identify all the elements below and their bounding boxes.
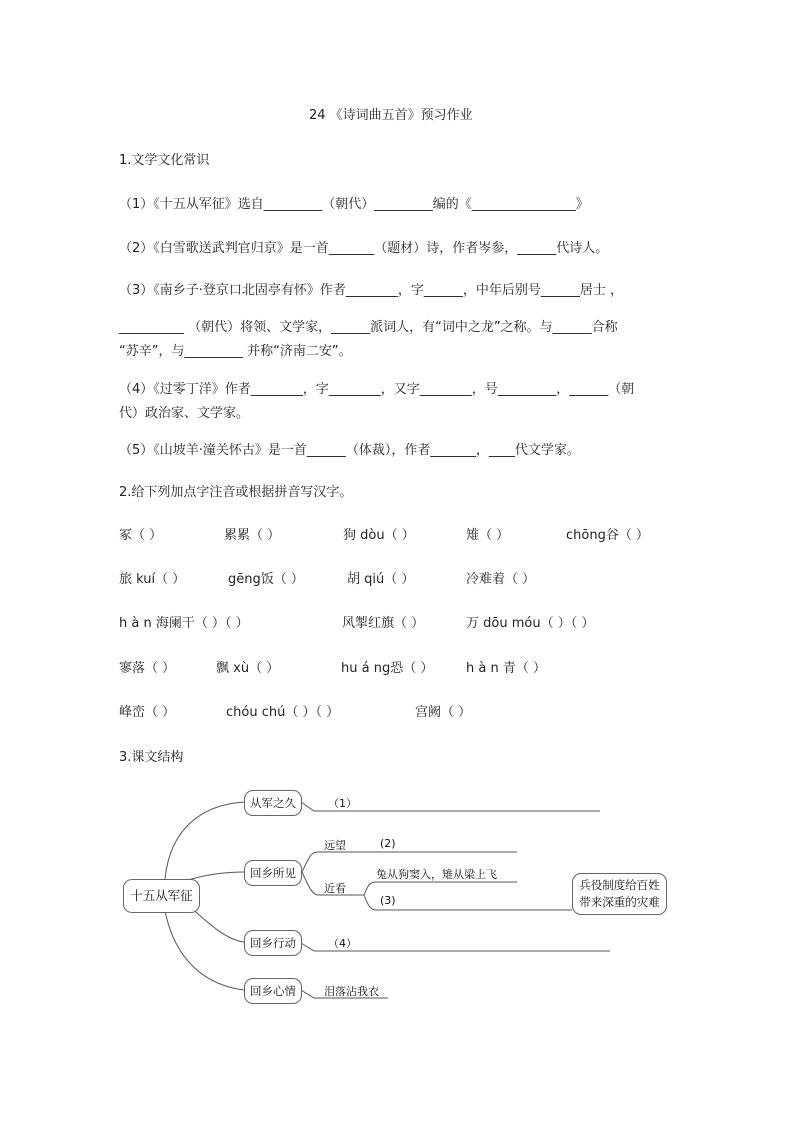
pinyin-item: 狗 dòu（ ） xyxy=(343,528,415,543)
pinyin-item: gēng饭（ ） xyxy=(228,572,304,587)
section-1-heading: 1.文学文化常识 xyxy=(119,153,210,168)
jinkan-answer: 兔从狗窦入，雉从梁上飞 xyxy=(376,868,497,881)
question-1-4-line-2: 代）政治家、文学家。 xyxy=(119,406,250,421)
mindmap-root: 十五从军征 xyxy=(123,879,200,913)
pinyin-item: 飘 xù（ ） xyxy=(216,661,280,676)
pinyin-item: 峰峦（ ） xyxy=(119,705,176,720)
pinyin-item: h à n 青（ ） xyxy=(466,661,546,676)
mindmap-branch-2: 回乡所见 xyxy=(244,860,302,886)
result-line-1: 兵役制度给百姓 xyxy=(579,878,660,892)
sub-branch-yuanwang: 远望 xyxy=(324,839,346,852)
mindmap-result-node xyxy=(572,873,667,915)
question-1-4-line-1: （4）《过零丁洋》作者________，字________，又字________，号_________，______（朝 xyxy=(119,382,635,397)
section-2-heading: 2.给下列加点字注音或根据拼音写汉字。 xyxy=(119,485,353,500)
pinyin-item: 胡 qiú（ ） xyxy=(347,572,415,587)
blank-1: （1） xyxy=(328,797,357,810)
pinyin-item: chōng谷（ ） xyxy=(566,528,649,543)
mindmap-branch-1: 从军之久 xyxy=(244,790,302,816)
result-line-2: 带来深重的灾难 xyxy=(579,895,660,909)
pinyin-item: 冢（ ） xyxy=(119,528,163,543)
pinyin-item: 万 dōu móu（ ）（ ） xyxy=(466,616,595,631)
sub-branch-jinkan: 近看 xyxy=(324,882,346,895)
pinyin-item: h à n 海阑干（ ）（ ） xyxy=(119,616,249,631)
pinyin-item: hu á ng恐（ ） xyxy=(341,661,434,676)
page-title: 24 《诗词曲五首》预习作业 xyxy=(309,108,473,123)
mindmap-branch-3: 回乡行动 xyxy=(244,930,302,956)
pinyin-item: 风掣红旗（ ） xyxy=(342,616,425,631)
question-1-3-line-1: （3）《南乡子·登京口北固亭有怀》作者________，字______，中年后别号______居士 ， xyxy=(119,283,624,298)
question-1-2: （2）《白雪歌送武判官归京》是一首_______（题材）诗，作者岑参，______代诗人。 xyxy=(119,241,609,256)
question-1-5: （5）《山坡羊·潼关怀古》是一首______（体裁），作者_______，____代文学家。 xyxy=(119,443,580,458)
blank-2: (2) xyxy=(380,837,396,850)
pinyin-item: 累累（ ） xyxy=(224,528,281,543)
xinqing-answer: 泪落沾我衣 xyxy=(324,985,379,998)
blank-3: (3) xyxy=(380,894,396,907)
mindmap-branch-4: 回乡心情 xyxy=(244,978,302,1004)
pinyin-item: chóu chú（ ）（ ） xyxy=(226,705,340,720)
section-3-heading: 3.课文结构 xyxy=(119,750,184,765)
pinyin-item: 雉（ ） xyxy=(466,528,510,543)
question-1-3-line-3: “苏辛”，与_________ 并称“济南二安”。 xyxy=(119,344,352,359)
question-1-3-line-2: __________ （朝代）将领、文学家，______派词人，有“词中之龙”之称。与______合称 xyxy=(119,320,618,335)
pinyin-item: 寥落（ ） xyxy=(119,661,176,676)
question-1-1: （1）《十五从军征》选自_________（朝代）_________编的《________________》 xyxy=(119,197,589,212)
pinyin-item: 宫阙（ ） xyxy=(415,705,472,720)
pinyin-item: 旅 kuí（ ） xyxy=(119,572,186,587)
blank-4: （4） xyxy=(328,937,357,950)
pinyin-item: 冷难着（ ） xyxy=(466,572,536,587)
